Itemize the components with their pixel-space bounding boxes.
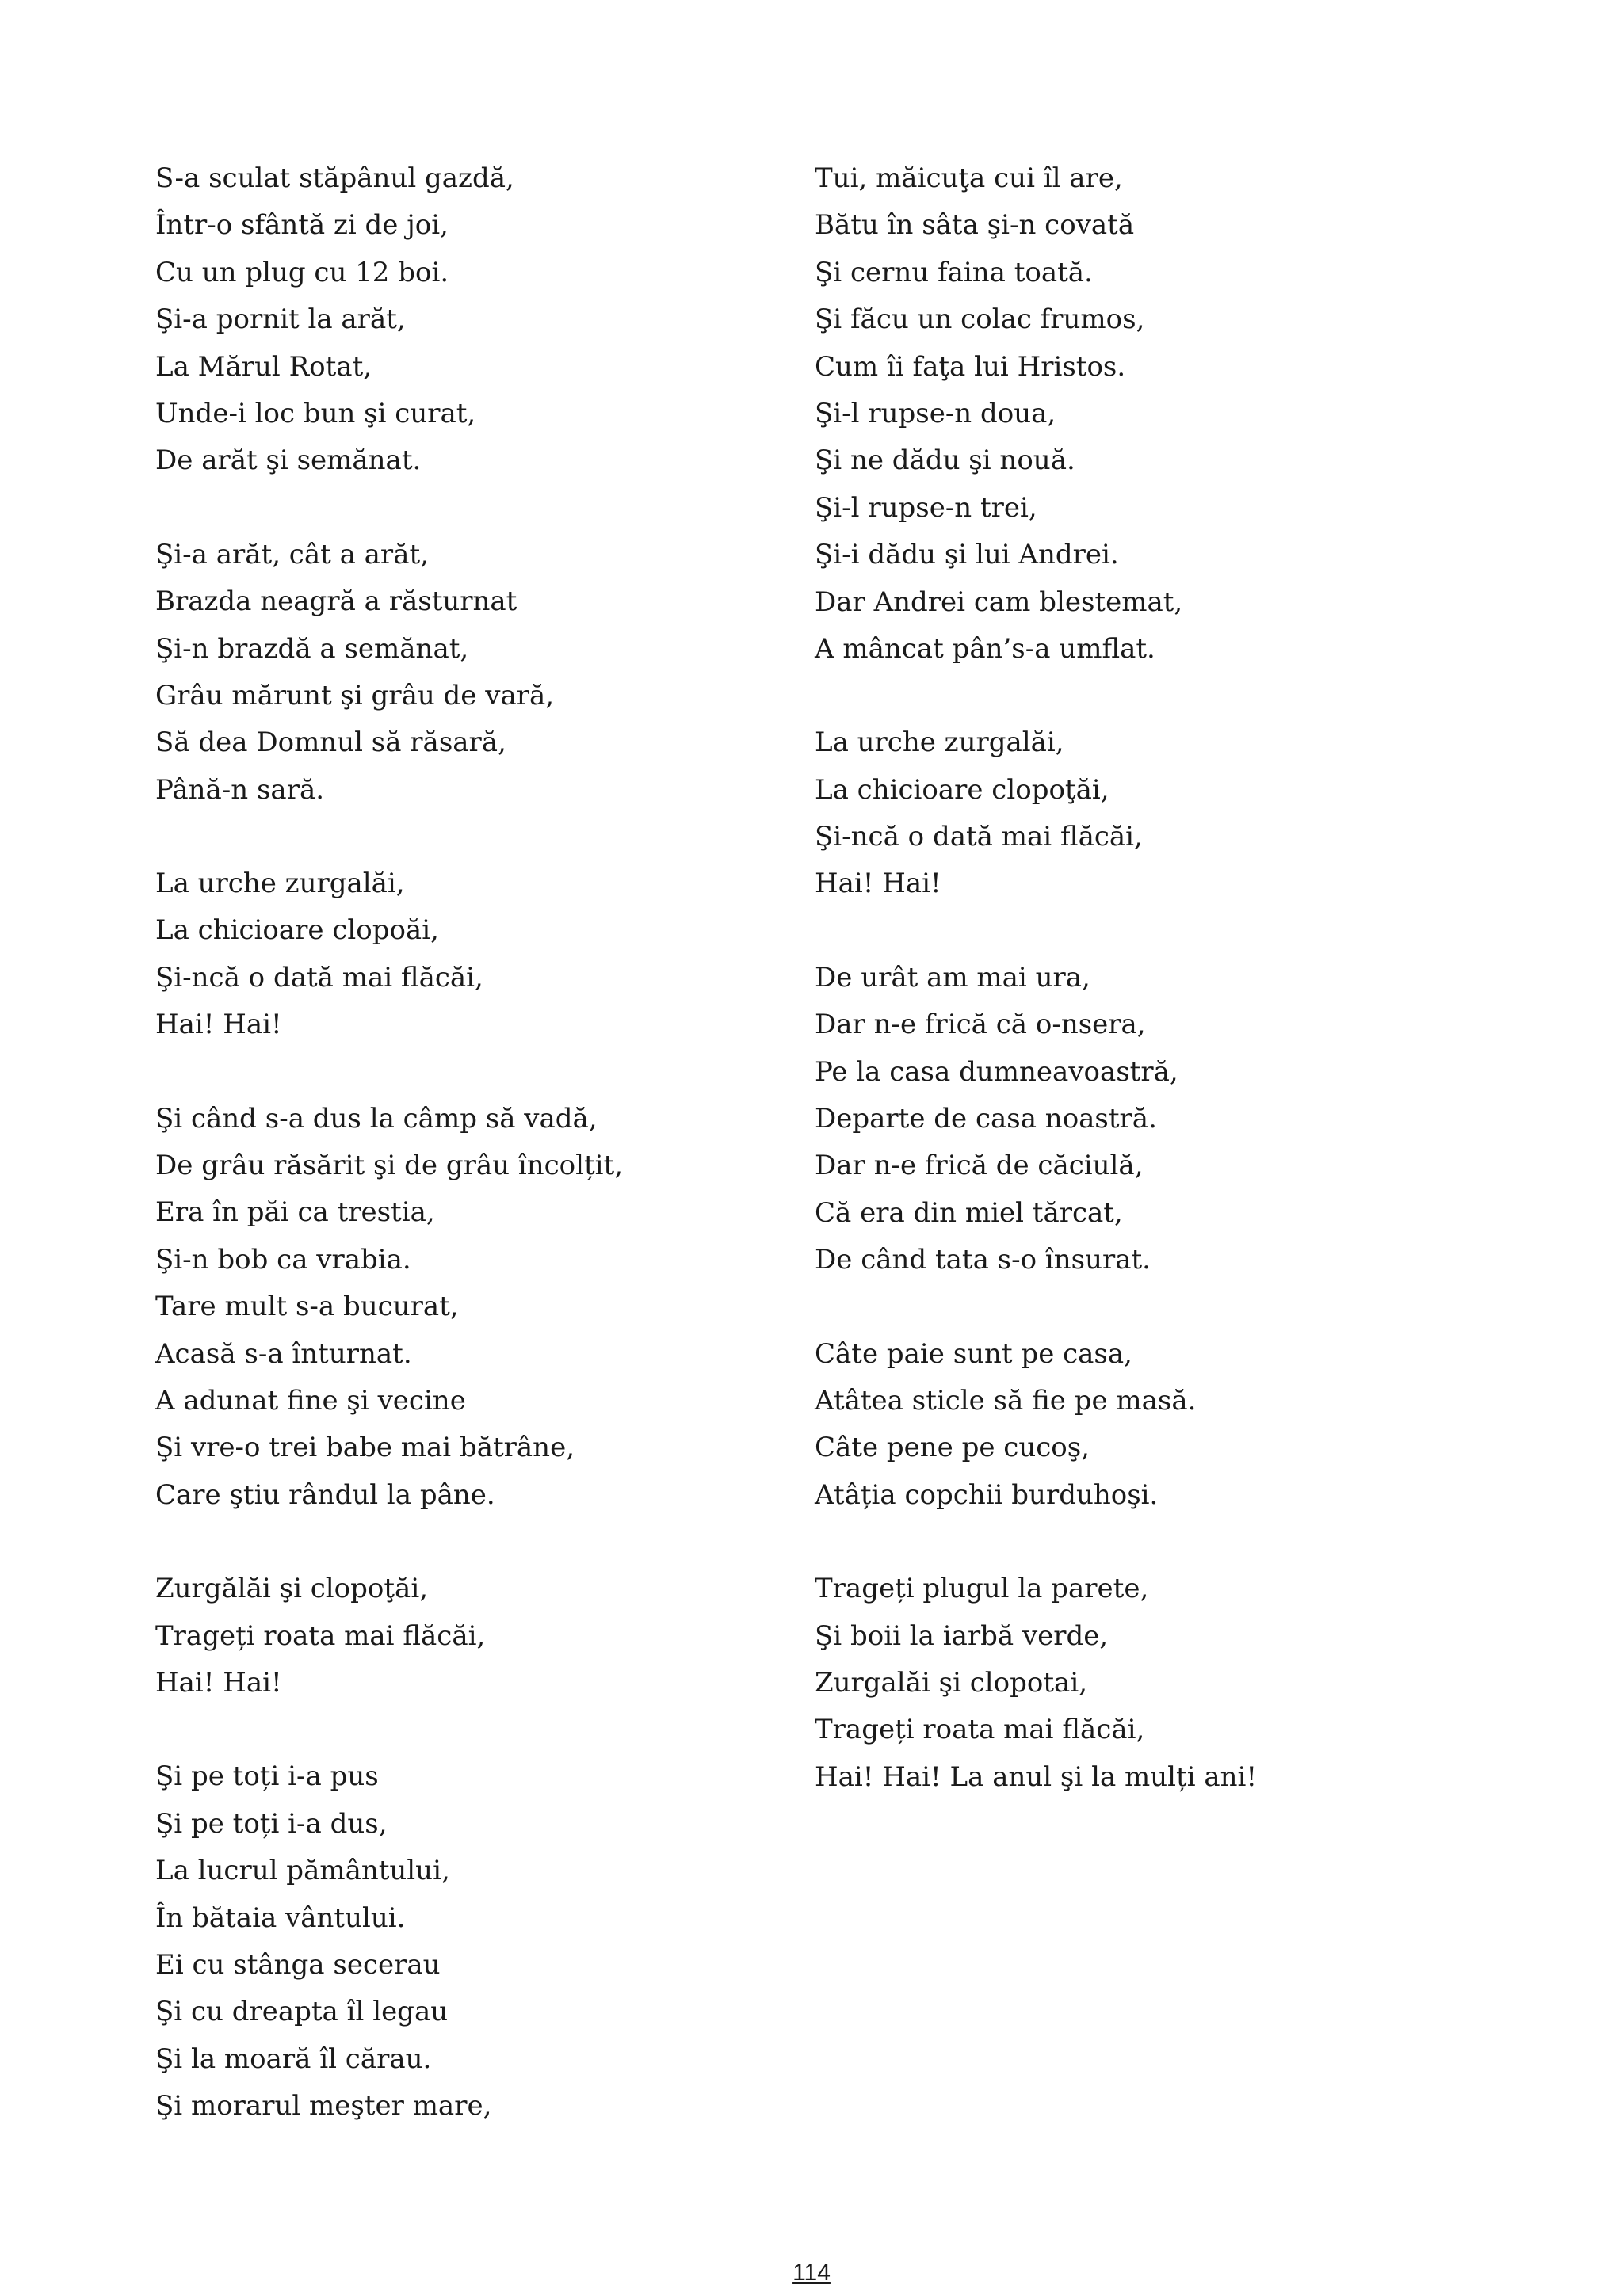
verse-line: Dar n-e frică de căciulă, xyxy=(815,1150,1144,1182)
stanza xyxy=(155,155,837,485)
stanza xyxy=(155,1096,837,1520)
verse-line: Trageți roata mai flăcăi, xyxy=(155,1619,486,1652)
verse-line: Şi făcu un colac frumos, xyxy=(815,303,1145,336)
verse-line: Bătu în sâta şi-n covată xyxy=(815,209,1135,242)
verse-line: Până-n sară. xyxy=(155,773,325,806)
verse-line: Şi-n bob ca vrabia. xyxy=(155,1243,411,1276)
verse-line: Câte pene pe cucoş, xyxy=(815,1432,1090,1464)
verse-line: Atâția copchii burduhoşi. xyxy=(815,1478,1159,1511)
verse-line: Şi cu dreapta îl legau xyxy=(155,1996,449,2028)
verse-line: Grâu mărunt şi grâu de vară, xyxy=(155,679,555,711)
verse-line: De urât am mai ura, xyxy=(815,961,1090,994)
verse-line: De când tata s-o însurat. xyxy=(815,1244,1151,1276)
verse-line: Şi pe toți i-a dus, xyxy=(155,1807,388,1840)
verse-line: Acasă s-a înturnat. xyxy=(155,1337,412,1370)
stanza xyxy=(155,1753,837,2130)
verse-line: Hai! Hai! xyxy=(155,1009,282,1041)
verse-line: Pe la casa dumneavoastră, xyxy=(815,1055,1178,1088)
verse-line: Trageți roata mai flăcăi, xyxy=(815,1714,1145,1746)
verse-line: Care ştiu rândul la pâne. xyxy=(155,1478,495,1511)
left-column xyxy=(155,155,837,2176)
stanza xyxy=(815,155,1496,673)
verse-line: La urche zurgalăi, xyxy=(815,727,1064,759)
verse-line: Era în păi ca trestia, xyxy=(155,1196,435,1229)
verse-line: Şi cernu faina toată. xyxy=(815,256,1093,288)
verse-line: Şi-l rupse-n doua, xyxy=(815,397,1056,429)
verse-line: Hai! Hai! La anul şi la mulți ani! xyxy=(815,1760,1258,1793)
verse-line: Zurgălăi şi clopoţăi, xyxy=(155,1573,429,1605)
verse-line: Într-o sfântă zi de joi, xyxy=(155,209,449,242)
verse-line: Şi-ncă o dată mai flăcăi, xyxy=(155,961,483,994)
verse-line: Tui, măicuţa cui îl are, xyxy=(815,162,1123,194)
verse-line: Şi la moară îl cărau. xyxy=(155,2042,432,2075)
verse-line: La chicioare clopoţăi, xyxy=(815,773,1109,806)
verse-line: La urche zurgalăi, xyxy=(155,868,405,900)
verse-line: Şi-a arăt, cât a arăt, xyxy=(155,538,429,570)
verse-line: Şi-i dădu şi lui Andrei. xyxy=(815,539,1119,571)
verse-line: Că era din miel tărcat, xyxy=(815,1196,1123,1229)
verse-line: În bătaia vântului. xyxy=(155,1901,406,1934)
verse-line: S-a sculat stăpânul gazdă, xyxy=(155,162,514,194)
verse-line: Şi-n brazdă a semănat, xyxy=(155,632,469,665)
verse-line: Cum îi faţa lui Hristos. xyxy=(815,350,1126,383)
verse-line: A mâncat pân’s-a umflat. xyxy=(815,632,1155,665)
stanza xyxy=(815,1331,1496,1520)
verse-line: Trageți plugul la parete, xyxy=(815,1573,1149,1605)
verse-line: Atâtea sticle să fie pe masă. xyxy=(815,1384,1197,1417)
verse-line: Brazda neagră a răsturnat xyxy=(155,585,517,618)
verse-line: Şi morarul meşter mare, xyxy=(155,2090,492,2122)
verse-line: De arăt şi semănat. xyxy=(155,444,422,477)
right-column xyxy=(815,155,1496,1848)
verse-line: Şi ne dădu şi nouă. xyxy=(815,444,1075,477)
verse-line: Şi când s-a dus la câmp să vadă, xyxy=(155,1102,598,1135)
stanza xyxy=(155,860,837,1049)
verse-line: La chicioare clopoăi, xyxy=(155,914,439,947)
stanza xyxy=(155,532,837,814)
verse-line: Şi-a pornit la arăt, xyxy=(155,303,406,336)
verse-line: Zurgalăi şi clopotai, xyxy=(815,1666,1088,1699)
stanza xyxy=(815,1566,1496,1801)
verse-line: Şi vre-o trei babe mai bătrâne, xyxy=(155,1432,575,1464)
verse-line: Ei cu stânga secerau xyxy=(155,1948,441,1981)
verse-line: Hai! Hai! xyxy=(155,1666,282,1699)
verse-line: Departe de casa noastră. xyxy=(815,1103,1157,1135)
verse-line: Şi boii la iarbă verde, xyxy=(815,1619,1109,1652)
verse-line: Hai! Hai! xyxy=(815,868,941,900)
verse-line: A adunat fine şi vecine xyxy=(155,1384,466,1417)
verse-line: Dar Andrei cam blestemat, xyxy=(815,585,1183,618)
verse-line: De grâu răsărit şi de grâu încolțit, xyxy=(155,1150,624,1182)
verse-line: Câte paie sunt pe casa, xyxy=(815,1337,1132,1370)
stanza xyxy=(155,1566,837,1707)
verse-line: La Mărul Rotat, xyxy=(155,350,372,383)
stanza xyxy=(815,719,1496,908)
page-number: 114 xyxy=(792,2260,831,2286)
verse-line: Dar n-e frică că o-nsera, xyxy=(815,1009,1146,1041)
verse-line: Şi-ncă o dată mai flăcăi, xyxy=(815,821,1143,853)
verse-line: La lucrul pământului, xyxy=(155,1855,450,1887)
verse-line: Şi-l rupse-n trei, xyxy=(815,491,1037,524)
verse-line: Cu un plug cu 12 boi. xyxy=(155,256,449,288)
verse-line: Să dea Domnul să răsară, xyxy=(155,727,506,759)
verse-line: Tare mult s-a bucurat, xyxy=(155,1291,459,1323)
verse-line: Şi pe toți i-a pus xyxy=(155,1760,379,1793)
stanza xyxy=(815,955,1496,1284)
verse-line: Unde-i loc bun şi curat, xyxy=(155,397,476,429)
